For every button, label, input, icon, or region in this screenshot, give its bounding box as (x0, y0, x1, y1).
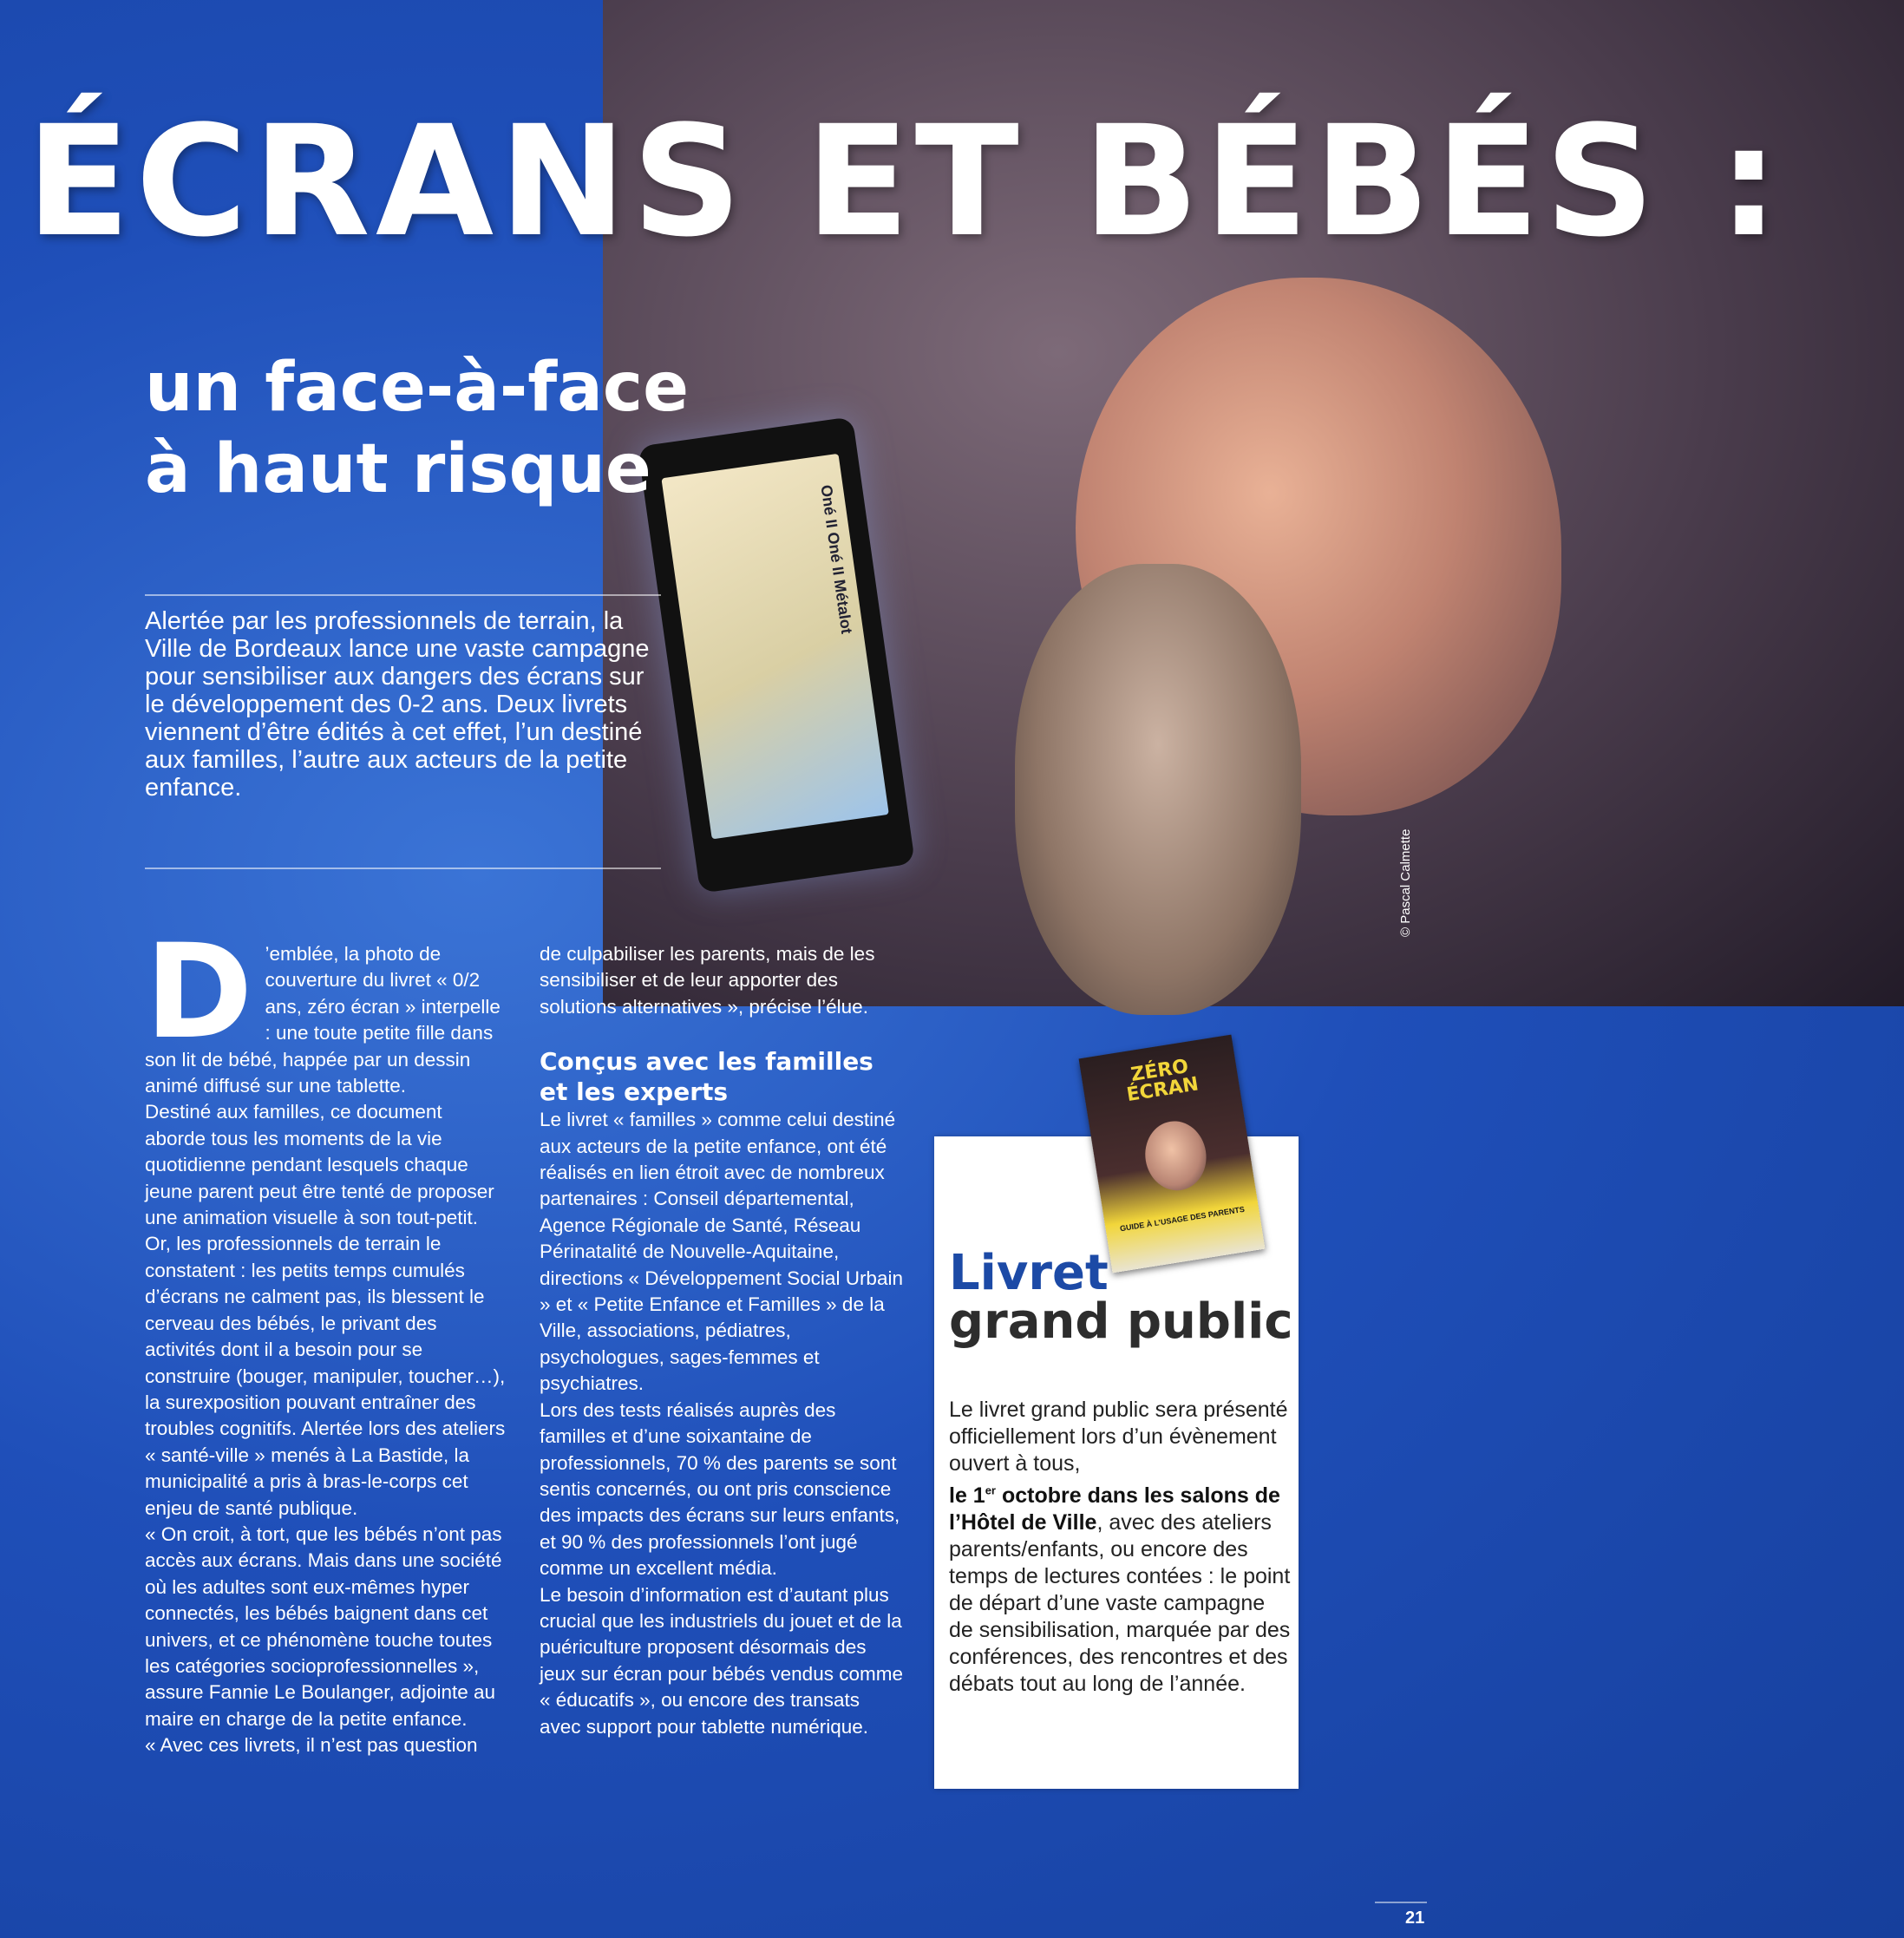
plush-toy (1015, 564, 1301, 1015)
booklet-title: ZÉRO ÉCRAN (1125, 1055, 1201, 1107)
sidebar-text (949, 1397, 1292, 1698)
sidebar-title-line1: Livret (949, 1245, 1109, 1301)
col2-heading: Conçus avec les familles et les experts (540, 1047, 873, 1107)
article-column-1 (145, 917, 507, 1759)
booklet-guide-label: GUIDE À L’USAGE DES PARENTS (1119, 1204, 1246, 1234)
article-column-2 (540, 941, 904, 1740)
subheadline-line1: un face-à-face (145, 349, 690, 427)
page-number: 21 (1405, 1909, 1425, 1928)
intro-top-rule (145, 594, 661, 596)
booklet-cover-image (1079, 1035, 1266, 1273)
col2-paragraph-3: Lors des tests réalisés auprès des familles et d’une soixantaine de professionnels, 70 % des parents se sont sentis concernés, ou ont pris conscience des impacts des écrans sur leurs enfants, et 90 % des professionnels l’ont jugé comme un excellent média. (540, 1398, 900, 1580)
tablet-screen (661, 454, 888, 840)
col2-paragraph-1: de culpabiliser les parents, mais de les sensibiliser et de leur apporter des solutions alternatives », précise l’élue. (540, 943, 875, 1018)
sidebar-text-rest: , avec des ateliers parents/enfants, ou encore des temps de lectures contées : le point de départ d’une vaste campagne de sensibilisation, marquée par des conférences, des rencontres et des débats tout au long de l’année. (949, 1510, 1291, 1697)
subheadline-line2: à haut risque (145, 430, 651, 508)
page-number-rule (1375, 1902, 1427, 1903)
col1-paragraph-1: ’emblée, la photo de couverture du livret « 0/2 ans, zéro écran » interpelle : une toute petite fille dans son lit de bébé, happée par un dessin animé diffusé sur une tablette. (145, 943, 501, 1097)
booklet-child-image (1141, 1116, 1212, 1195)
intro-bottom-rule (145, 868, 661, 869)
sidebar-title-line2: grand public (949, 1293, 1293, 1350)
tablet-screen-text: Oné II Oné II Métalot (817, 483, 856, 635)
subheadline (145, 347, 689, 510)
sidebar-text-date: le 1er octobre dans les salons de l’Hôtel de Ville (949, 1483, 1280, 1535)
col2-paragraph-2: Le livret « familles » comme celui destiné aux acteurs de la petite enfance, ont été réalisés en lien étroit avec de nombreux partenaires : Conseil départemental, Agence Régionale de Santé, Réseau Périnatalité de Nouvelle-Aquitaine, directions « Développement Social Urbain » et « Petite Enfance et Familles » de la Ville, associations, pédiatres, psychologues, sages-femmes et psychiatres. (540, 1109, 903, 1395)
photo-credit: © Pascal Calmette (1398, 828, 1413, 937)
col1-paragraph-4: « Avec ces livrets, il n’est pas question (145, 1734, 478, 1757)
sidebar-text-intro: Le livret grand public sera présenté officiellement lors d’un évènement ouvert à tous, (949, 1398, 1288, 1476)
col2-paragraph-4: Le besoin d’information est d’autant plus crucial que les industriels du jouet et de la puériculture proposent désormais des jeux sur écran pour bébés vendus comme « éducatifs », ou encore des transats avec support pour tablette numérique. (540, 1583, 903, 1738)
intro-paragraph: Alertée par les professionnels de terrain, la Ville de Bordeaux lance une vaste campagne pour sensibiliser aux dangers des écrans sur le développement des 0-2 ans. Deux livrets viennent d’être édités à cet effet, l’un destiné aux familles, l’autre aux acteurs de la petite enfance. (145, 607, 650, 802)
col1-paragraph-2: Destiné aux familles, ce document aborde tous les moments de la vie quotidienne pendant lesquels chaque jeune parent peut être tenté de proposer une animation visuelle à son tout-petit. Or, les professionnels de terrain le constatent : les petits temps cumulés d’écrans ne calment pas, ils blessent le cerveau des bébés, le privant des activités dont il a besoin pour se construire (bouger, manipuler, toucher…), la surexposition pouvant entraîner des troubles cognitifs. Alertée lors des ateliers « santé-ville » menés à La Bastide, la municipalité a pris à bras-le-corps cet enjeu de santé publique. (145, 1101, 506, 1519)
col1-paragraph-3: « On croit, à tort, que les bébés n’ont pas accès aux écrans. Mais dans une société où les adultes sont eux-mêmes hyper connectés, les bébés baignent dans cet univers, et ce phénomène touche toutes les catégories socioprofessionnelles », assure Fannie Le Boulanger, adjointe au maire en charge de la petite enfance. (145, 1522, 502, 1730)
headline: ÉCRANS ET BÉBÉS : (26, 93, 1785, 271)
drop-cap: D (145, 917, 253, 1068)
